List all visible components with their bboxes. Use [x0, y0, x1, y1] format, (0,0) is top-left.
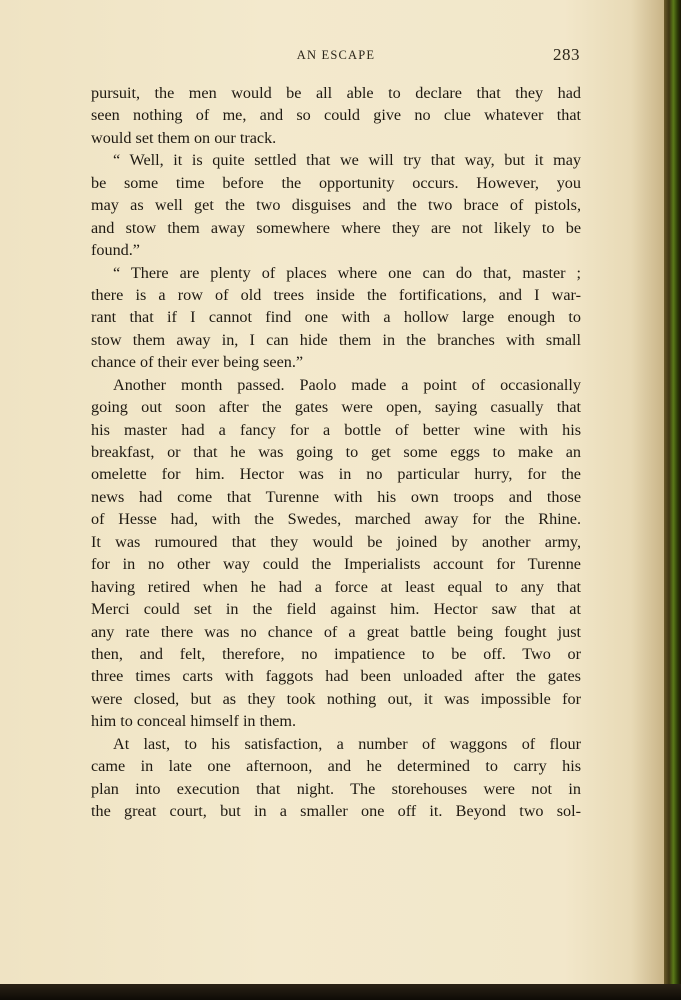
page-edge [664, 0, 681, 984]
text-line: there is a row of old trees inside the fortifications, and I war- [91, 285, 581, 304]
text-line: having retired when he had a force at least equal to any that [91, 577, 581, 596]
text-line: rant that if I cannot find one with a hollow large enough to [91, 308, 581, 327]
text-line: “ Well, it is quite settled that we will try that way, but it may [113, 151, 581, 170]
text-line: Merci could set in the field against him. Hector saw that at [91, 600, 581, 619]
text-line: any rate there was no chance of a great battle being fought just [91, 622, 581, 641]
text-line: be some time before the opportunity occurs. However, you [91, 173, 581, 192]
text-line: three times carts with faggots had been unloaded after the gates [91, 667, 581, 686]
text-line: news had come that Turenne with his own troops and those [91, 487, 581, 506]
text-line: Another month passed. Paolo made a point of occasionally [113, 375, 581, 394]
text-line: may as well get the two disguises and the two brace of pistols, [91, 196, 581, 215]
text-line: It was rumoured that they would be joined by another army, [91, 532, 581, 551]
text-line: his master had a fancy for a bottle of better wine with his [91, 420, 581, 439]
text-line: seen nothing of me, and so could give no clue whatever that [91, 106, 581, 125]
page-number: 283 [553, 45, 580, 64]
text-line: and stow them away somewhere where they are not likely to be [91, 218, 581, 237]
running-head [90, 44, 582, 68]
text-line: chance of their ever being seen.” [91, 353, 304, 372]
text-line: were closed, but as they took nothing out, it was impossible for [91, 689, 581, 708]
text-line: breakfast, or that he was going to get some eggs to make an [91, 443, 581, 461]
text-line: found.” [91, 241, 140, 260]
text-line: came in late one afternoon, and he determined to carry his [91, 757, 581, 776]
body-text [91, 82, 581, 822]
book-spine-shadow [0, 984, 681, 1000]
text-line: plan into execution that night. The storehouses were not in [91, 779, 581, 798]
text-line: then, and felt, therefore, no impatience to be off. Two or [91, 644, 581, 663]
text-line: would set them on our track. [91, 128, 277, 147]
running-title: AN ESCAPE [296, 48, 376, 62]
text-line: “ There are plenty of places where one can do that, master ; [113, 263, 581, 282]
text-line: of Hesse had, with the Swedes, marched away for the Rhine. [91, 510, 581, 529]
text-line: for in no other way could the Imperialists account for Turenne [91, 555, 581, 574]
text-line: him to conceal himself in them. [91, 712, 296, 731]
text-line: pursuit, the men would be all able to declare that they had [91, 84, 581, 102]
text-line: going out soon after the gates were open, saying casually that [91, 398, 581, 417]
text-line: the great court, but in a smaller one off it. Beyond two sol- [91, 802, 581, 820]
text-line: omelette for him. Hector was in no particular hurry, for the [91, 465, 581, 484]
text-line: stow them away in, I can hide them in the branches with small [91, 330, 581, 349]
text-line: At last, to his satisfaction, a number of waggons of flour [113, 734, 581, 753]
